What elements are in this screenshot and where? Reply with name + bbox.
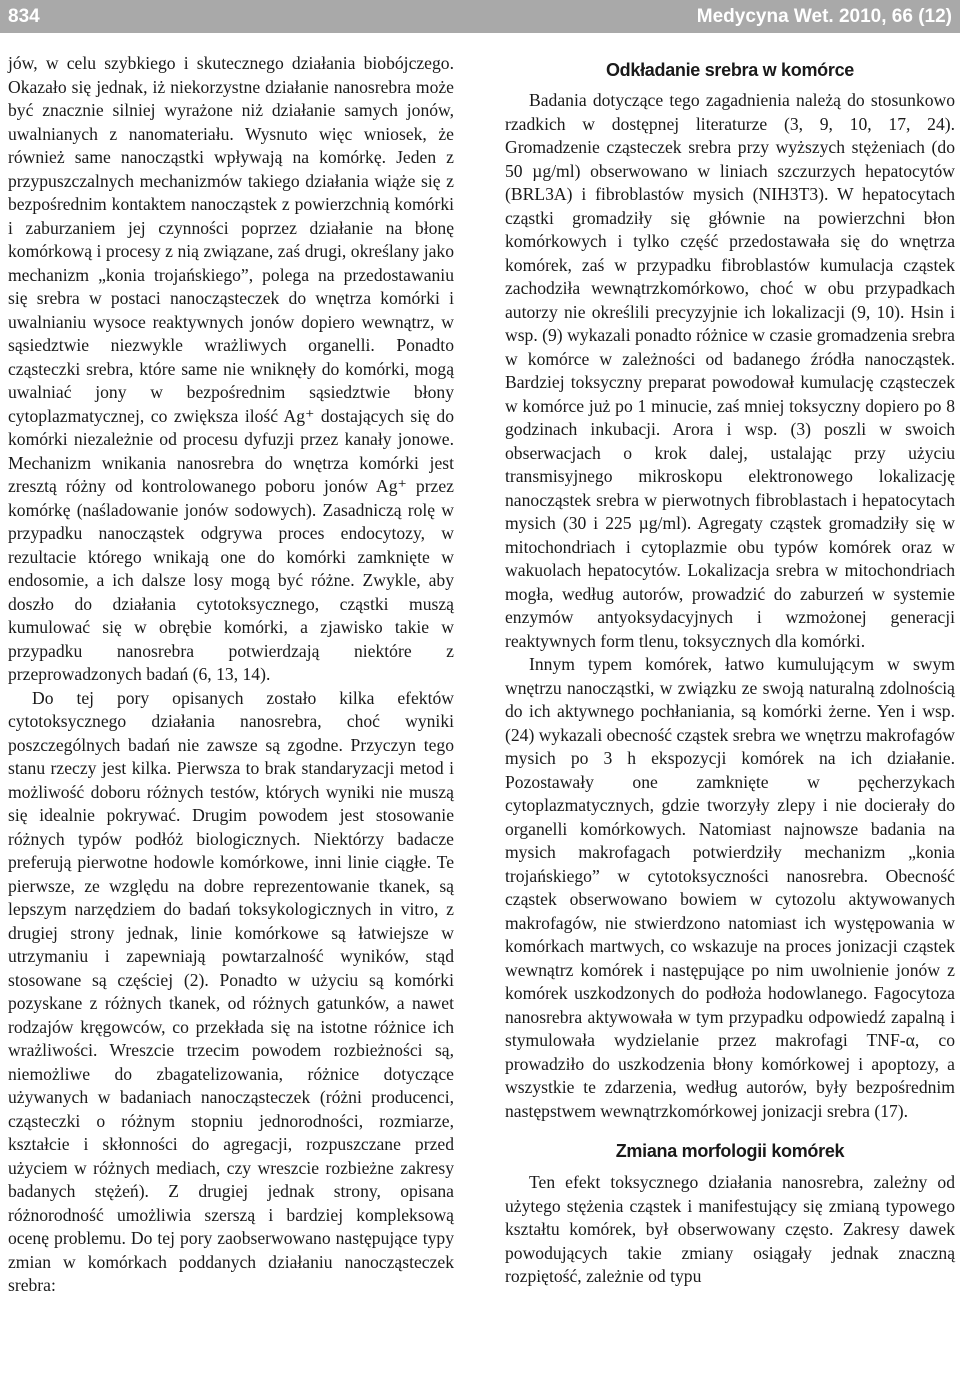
section-heading: Zmiana morfologii komórek bbox=[615, 1141, 845, 1161]
paragraph: Innym typem komórek, łatwo kumulującym w swym wnętrzu nanocząstki, w związku ze swoją naturalną zdolnością do ich aktywnego pochłaniania, są komórki żerne. Yen i wsp. (24) wykazali obecność cząstek srebra we wnętrzu makrofagów mysich po 3 h ekspozycji komórek na ich działanie. Pozostawały one zamknięte w pęcherzykach cytoplazmatycznych, gdzie tworzyły zlepy i nie docierały do organelli komórkowych. Natomiast najnowsze badania na mysich makrofagach potwierdziły mechanizm „konia trojańskiego” w cytotoksyczności nanosrebra. Obecność cząstek obserwowano bowiem w cytozolu aktywowanych makrofagów, nie stwierdzono natomiast ich występowania w komórkach martwych, co wskazuje na proces jonizacji cząstek wewnątrz komórek i następujące po nim uwolnienie jonów z komórek uszkodzonych do podłoża hodowlanego. Fagocytoza nanosrebra aktywowała w tym przypadku odpowiedź zapalną i stymulowała wydzielanie przez makrofagi TNF-α, co prowadziło do uszkodzenia błony komórkowej i apoptozy, a wszystkie te zdarzenia, według autorów, były bezpośrednim następstwem wewnątrzkomórkowej jonizacji srebra (17). bbox=[505, 654, 955, 1121]
page-header bbox=[0, 0, 960, 33]
journal-citation: Medycyna Wet. 2010, 66 (12) bbox=[696, 6, 952, 27]
paragraph: jów, w celu szybkiego i skutecznego działania biobójczego. Okazało się jednak, iż niekorzystne działanie nanosrebra może być znacznie silniej wyrażone niż działanie samych jonów, uwalnianych z nanomateriału. Wysnuto więc wniosek, że również same nanocząstki wpływają na komórkę. Jeden z przypuszczalnych mechanizmów takiego działania wiąże się z bezpośrednim kontaktem nanocząstek z powierzchnią komórki i zaburzaniem jej czynności poprzez działanie na błonę komórkową i procesy z nią związane, zaś drugi, określany jako mechanizm „konia trojańskiego”, polega na przedostawaniu się srebra w postaci nanocząsteczek do wnętrza komórki i uwalnianiu wysoce reaktywnych jonów dopiero wewnątrz, w sąsiedztwie niezwykle wrażliwych organelli. Ponadto cząsteczki srebra, które same nie wniknęły do komórki, mogą uwalniać jony w bezpośrednim sąsiedztwie błony cytoplazmatycznej, co zwiększa ilość Ag⁺ dostających się do komórki niezależnie od procesu dyfuzji przez kanały jonowe. Mechanizm wnikania nanosrebra do wnętrza komórki jest zresztą różny od kontrolowanego poboru jonów Ag⁺ przez komórkę (naśladowanie jonów sodowych). Zasadniczą rolę w przypadku nanocząstek odgrywa proces endocytozy, w rezultacie którego wnikają one do komórki zamknięte w endosomie, a ich dalsze losy mogą być różne. Zwykle, aby doszło do działania cytotoksycznego, cząstki muszą kumulować się w obrębie komórki, a zjawisko takie w przypadku nanosrebra potwierdzają niektóre z przeprowadzonych badań (6, 13, 14). bbox=[8, 53, 454, 684]
page-number: 834 bbox=[8, 6, 40, 27]
section-heading: Odkładanie srebra w komórce bbox=[605, 60, 854, 80]
paragraph: Badania dotyczące tego zagadnienia należą do stosunkowo rzadkich w dostępnej literaturze (3, 9, 10, 17, 24). Gromadzenie cząsteczek srebra przy wyższych stężeniach (do 50 µg/ml) obserwowano w liniach szczurzych hepatocytów (BRL3A) i fibroblastów mysich (NIH3T3). W hepatocytach cząstki gromadziły się głównie na powierzchni błon komórkowych i tylko część przedostawała się do wnętrza komórek, zaś w przypadku fibroblastów kumulacja cząstek zachodziła wewnątrzkomórkowo, choć w obu przypadkach autorzy nie określili precyzyjnie ich lokalizacji (9, 10). Hsin i wsp. (9) wykazali ponadto różnice w czasie gromadzenia srebra w komórce w zależności od badanego źródła nanocząstek. Bardziej toksyczny preparat powodował kumulację cząsteczek w komórce już po 1 minucie, zaś mniej toksyczny dopiero po 8 godzinach inkubacji. Arora i wsp. (3) poszli w swoich obserwacjach o krok dalej, ustalając przy użyciu transmisyjnego mikroskopu elektronowego lokalizację nanocząstek srebra w pierwotnych fibroblastach i hepatocytach mysich (30 i 225 µg/ml). Agregaty cząstek gromadziły się w mitochondriach i cytoplazmie obu typów komórek oraz w wakuolach hepatocytów. Lokalizacja srebra w mitochondriach mogła, według autorów, prowadzić do zaburzeń w systemie enzymów antyoksydacyjnych i wzmożonej generacji reaktywnych form tlenu, toksycznych dla komórki. bbox=[505, 90, 955, 651]
paragraph: Do tej pory opisanych zostało kilka efektów cytotoksycznego działania nanosrebra, choć wyniki poszczególnych badań nie zawsze są zgodne. Przyczyn tego stanu rzeczy jest kilka. Pierwsza to brak standaryzacji metod i możliwość doboru różnych testów, których wyniki nie muszą się idealnie pokrywać. Drugim powodem jest stosowanie różnych typów podłóż biologicznych. Niektórzy badacze preferują pierwotne hodowle komórkowe, inni linie ciągłe. Te pierwsze, ze względu na dobre reprezentowanie tkanek, są lepszym narzędziem do badań toksykologicznych in vitro, z drugiej strony jednak, linie komórkowe są łatwiejsze w utrzymaniu i zapewniają powtarzalność wyników, stąd stosowane są częściej (2). Ponadto w użyciu są komórki pozyskane z różnych tkanek, od różnych gatunków, a nawet rodzajów kręgowców, co przekłada się na istotne różnice ich wrażliwości. Wreszcie trzecim powodem rozbieżności są, niemożliwe do zbagatelizowania, różnice dotyczące używanych w badaniach nanocząsteczek (różni producenci, cząsteczki o różnym stopniu jednorodności, rozmiarze, kształcie i skłonności do agregacji, rozpuszczane przed użyciem w różnych mediach, czy wreszcie rozbieżne zakresy badanych stężeń). Z drugiej jednak strony, opisana różnorodność umożliwia szerszą i bardziej kompleksową ocenę problemu. Do tej pory zaobserwowano następujące typy zmian w komórkach poddanych działaniu nanocząsteczek srebra: bbox=[8, 687, 454, 1295]
right-column bbox=[505, 58, 955, 1289]
left-column bbox=[8, 52, 454, 1298]
paragraph: Ten efekt toksycznego działania nanosrebra, zależny od użytego stężenia cząstek i manifestujący się zmianą typowego kształtu komórek, był obserwowany często. Zakresy dawek powodujących takie zmiany osiągały jednak znaczną rozpiętość, zależnie od typu bbox=[505, 1172, 955, 1286]
